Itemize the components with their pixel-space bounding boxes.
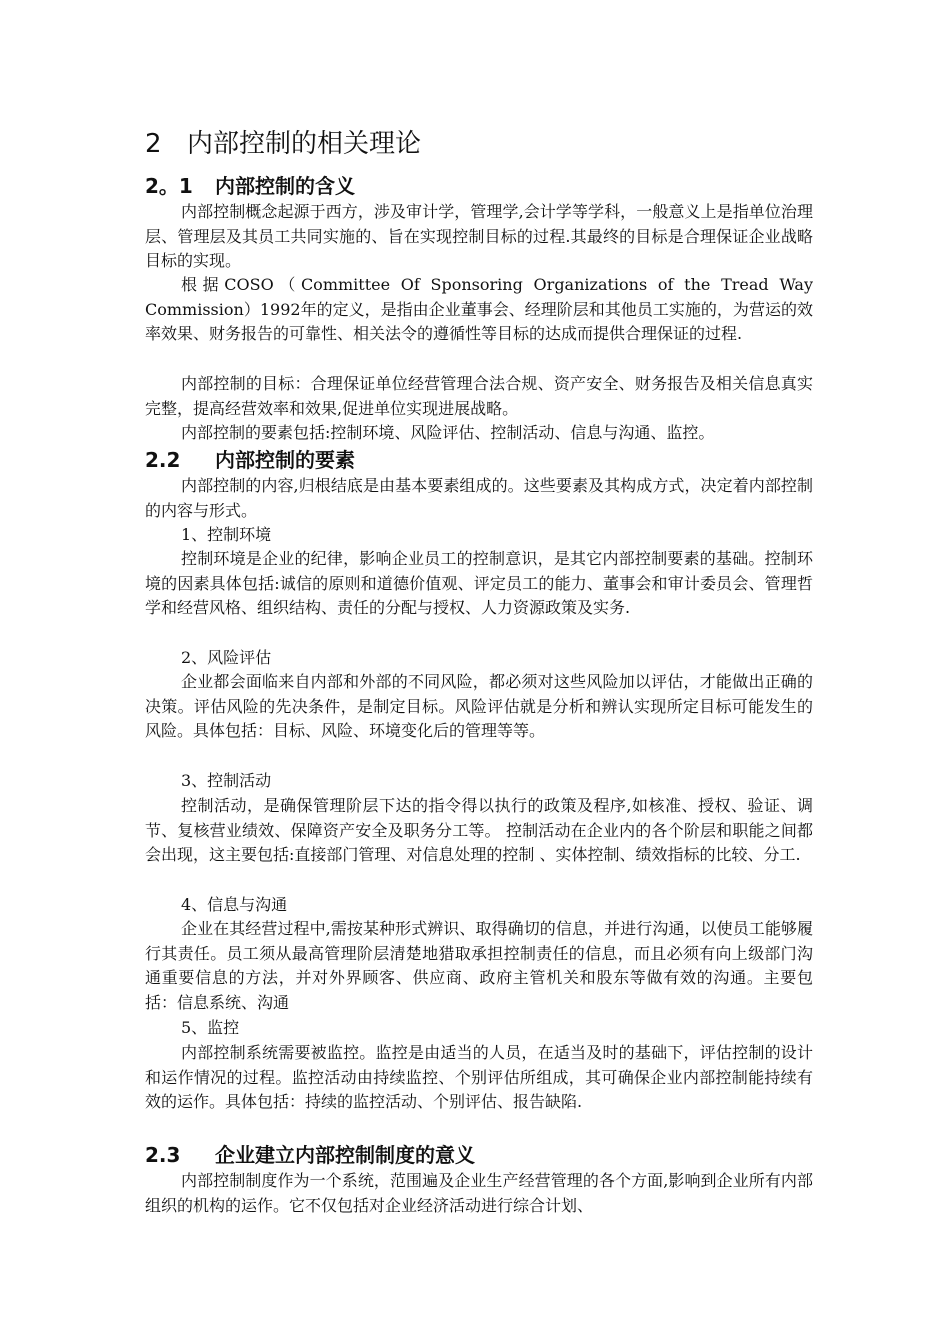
section-heading-2-1 [145, 176, 355, 196]
element-label: 1、控制环境 [181, 525, 272, 544]
chapter-number: 2 [145, 129, 162, 159]
section-number: 2。1 [145, 174, 193, 198]
chapter-heading [145, 131, 421, 157]
section-number: 2.3 [145, 1143, 181, 1167]
element-label: 2、风险评估 [181, 648, 272, 667]
section-number: 2.2 [145, 448, 181, 472]
section-heading-2-3 [145, 1145, 475, 1165]
paragraph: 内部控制的目标：合理保证单位经营管理合法合规、资产安全、财务报告及相关信息真实完整，提高经营效率和效果,促进单位实现进展战略。 [145, 374, 813, 418]
element-label: 4、信息与沟通 [181, 895, 288, 914]
paragraph: 内部控制的要素包括:控制环境、风险评估、控制活动、信息与沟通、监控。 [181, 423, 715, 442]
chapter-title: 内部控制的相关理论 [187, 129, 422, 159]
paragraph: 控制活动，是确保管理阶层下达的指令得以执行的政策及程序,如核准、授权、验证、调节、复核营业绩效、保障资产安全及职务分工等。 控制活动在企业内的各个阶层和职能之间都会出现，这主要包括:直接部门管理、对信息处理的控制 、实体控制、绩效指标的比较、分工. [145, 796, 813, 865]
section-title: 内部控制的要素 [215, 448, 355, 472]
element-label: 3、控制活动 [181, 771, 272, 790]
paragraph: 控制环境是企业的纪律，影响企业员工的控制意识，是其它内部控制要素的基础。控制环境的因素具体包括:诚信的原则和道德价值观、评定员工的能力、董事会和审计委员会、管理哲学和经营风格、组织结构、责任的分配与授权、人力资源政策及实务. [145, 549, 813, 618]
paragraph: 企业在其经营过程中,需按某种形式辨识、取得确切的信息，并进行沟通，以使员工能够履行其责任。员工须从最高管理阶层清楚地猎取承担控制责任的信息，而且必须有向上级部门沟通重要信息的方法，并对外界顾客、供应商、政府主管机关和股东等做有效的沟通。主要包括：信息系统、沟通 [145, 919, 813, 1012]
section-heading-2-2 [145, 450, 355, 470]
paragraph: 内部控制的内容,归根结底是由基本要素组成的。这些要素及其构成方式，决定着内部控制的内容与形式。 [145, 476, 813, 520]
element-label: 5、监控 [181, 1018, 240, 1037]
paragraph: 内部控制概念起源于西方，涉及审计学，管理学,会计学等学科，一般意义上是指单位治理层、管理层及其员工共同实施的、旨在实现控制目标的过程.其最终的目标是合理保证企业战略目标的实现。 [145, 202, 813, 271]
paragraph: 内部控制系统需要被监控。监控是由适当的人员，在适当及时的基础下，评估控制的设计和运作情况的过程。监控活动由持续监控、个别评估所组成，其可确保企业内部控制能持续有效的运作。具体包括：持续的监控活动、个别评估、报告缺陷. [145, 1043, 813, 1112]
section-title: 内部控制的含义 [215, 174, 355, 198]
paragraph: 内部控制制度作为一个系统，范围遍及企业生产经营管理的各个方面,影响到企业所有内部组织的机构的运作。它不仅包括对企业经济活动进行综合计划、 [145, 1171, 813, 1215]
section-title: 企业建立内部控制制度的意义 [215, 1143, 475, 1167]
paragraph: 根据COSO（Committee Of Sponsoring Organizations of the Tread Way Commission）1992年的定义，是指由企业董事会、经理阶层和其他员工实施的，为营运的效率效果、财务报告的可靠性、相关法令的遵循性等目标的达成而提供合理保证的过程. [145, 275, 813, 344]
paragraph: 企业都会面临来自内部和外部的不同风险，都必须对这些风险加以评估，才能做出正确的决策。评估风险的先决条件，是制定目标。风险评估就是分析和辨认实现所定目标可能发生的风险。具体包括：目标、风险、环境变化后的管理等等。 [145, 672, 813, 741]
